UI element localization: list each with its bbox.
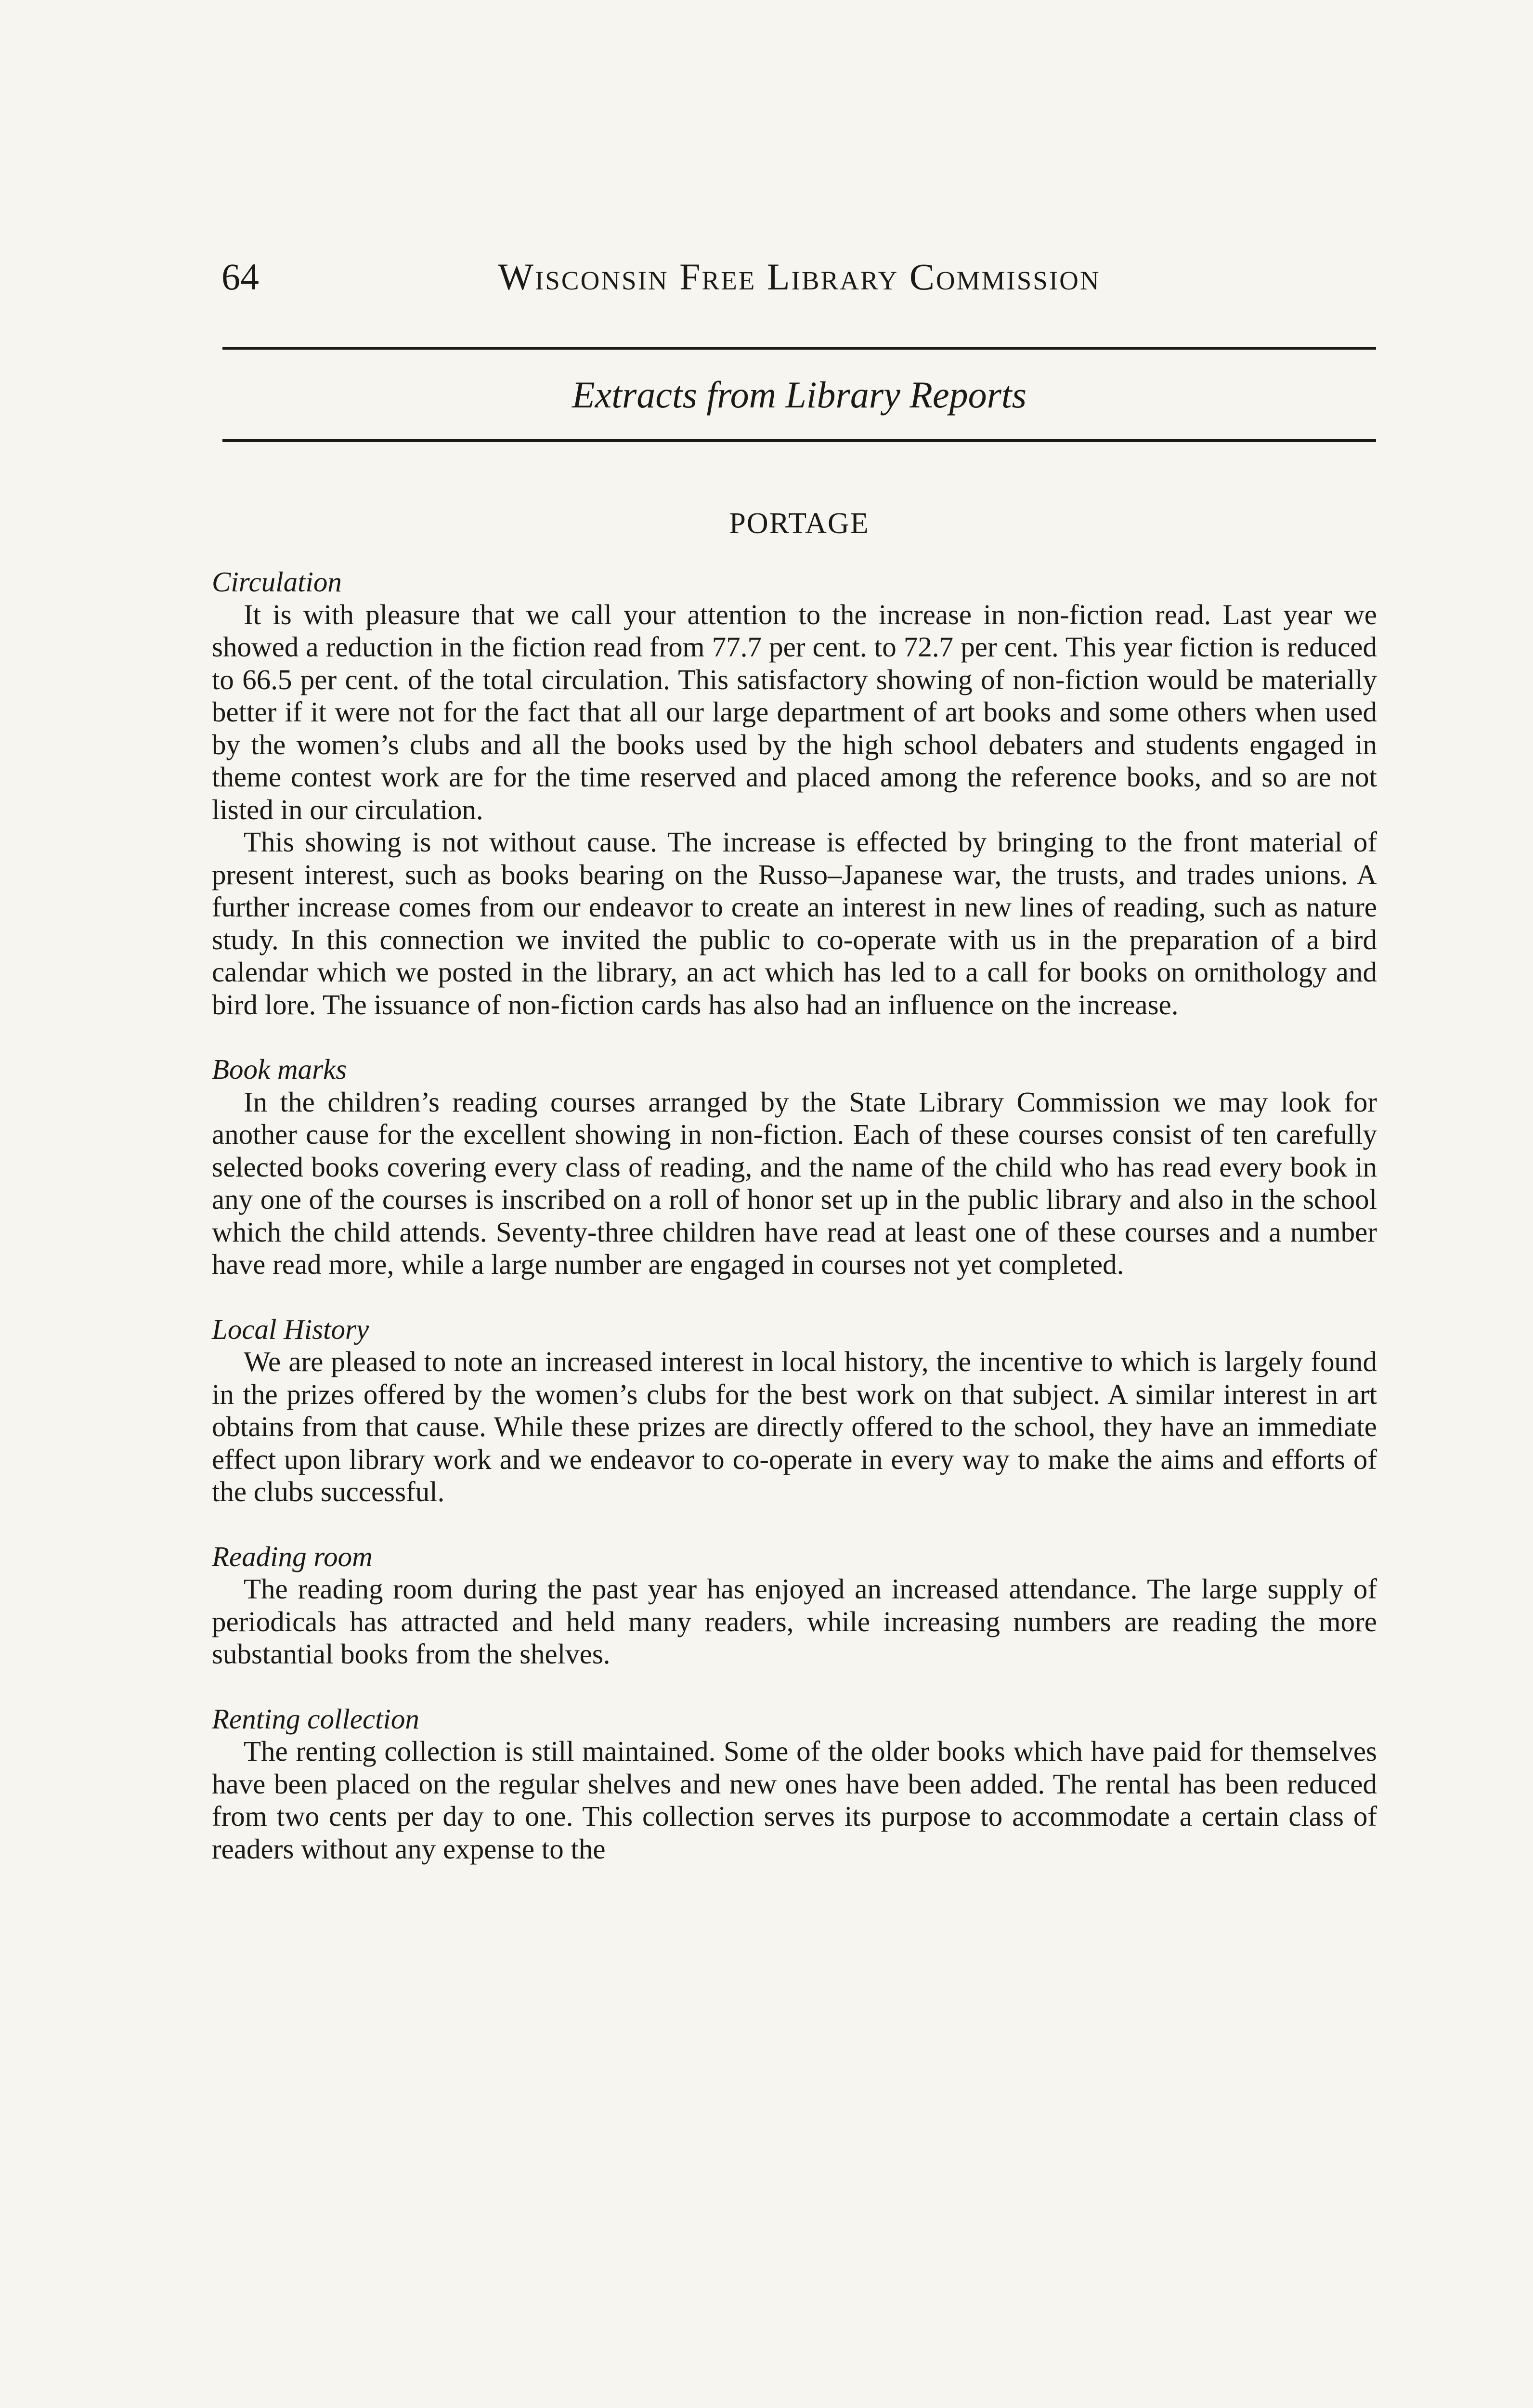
- section-reading-room: [212, 1541, 1377, 1671]
- subheading-reading-room: Reading room: [212, 1540, 373, 1572]
- subheading-circulation: Circulation: [212, 566, 342, 598]
- subheading-local-history: Local History: [212, 1313, 369, 1345]
- paragraph: It is with pleasure that we call your attention to the increase in non-fiction read. Last year we showed a reduction in the fiction read from 77.7 per cent. to 72.7 per cent. This year fiction is reduced to 66.5 per cent. of the total circulation. This satisfactory showing of non-fiction would be materially better if it were not for the fact that all our large department of art books and some others when used by the women’s clubs and all the books used by the high school debaters and students engaged in theme contest work are for the time reserved and placed among the reference books, and so are not listed in our circulation.: [212, 598, 1377, 825]
- subheading-renting-collection: Renting collection: [212, 1702, 419, 1735]
- section-book-marks: [212, 1053, 1377, 1281]
- paragraph: The renting collection is still maintained. Some of the older books which have paid for themselves have been placed on the regular shelves and new ones have been added. The rental has been reduced from two cents per day to one. This collection serves its purpose to accommodate a certain class of readers without any expense to the: [212, 1735, 1377, 1865]
- section-local-history: [212, 1313, 1377, 1508]
- paragraph: The reading room during the past year has enjoyed an increased attendance. The large supply of periodicals has attracted and held many readers, while increasing numbers are reading the more substantial books from the shelves.: [212, 1573, 1377, 1670]
- section-renting-collection: [212, 1703, 1377, 1866]
- section-title: Extracts from Library Reports: [572, 374, 1026, 416]
- running-title: Wisconsin Free Library Commission: [498, 256, 1101, 298]
- article-heading: PORTAGE: [729, 507, 870, 540]
- section-circulation: [212, 566, 1377, 1021]
- bottom-rule: [222, 439, 1376, 442]
- subheading-book-marks: Book marks: [212, 1053, 347, 1085]
- paragraph: We are pleased to note an increased interest in local history, the incentive to which is largely found in the prizes offered by the women’s clubs for the best work on that subject. A similar interest in art obtains from that cause. While these prizes are directly offered to the school, they have an immediate effect upon library work and we endeavor to co-operate in every way to make the aims and efforts of the clubs successful.: [212, 1346, 1377, 1507]
- article-body: [212, 566, 1377, 1865]
- running-header: [221, 250, 1377, 303]
- page-number: 64: [221, 256, 259, 298]
- paragraph: In the children’s reading courses arranged by the State Library Commission we may look for another cause for the excellent showing in non-fiction. Each of these courses consist of ten carefully selected books covering every class of reading, and the name of the child who has read every book in any one of the courses is inscribed on a roll of honor set up in the public library and also in the school which the child attends. Seventy-three children have read at least one of these courses and a number have read more, while a large number are engaged in courses not yet completed.: [212, 1086, 1377, 1280]
- paragraph: This showing is not without cause. The increase is effected by bringing to the front material of present interest, such as books bearing on the Russo–Japanese war, the trusts, and trades unions. A further increase comes from our endeavor to create an interest in new lines of reading, such as nature study. In this connection we invited the public to co-operate with us in the preparation of a bird calendar which we posted in the library, an act which has led to a call for books on ornithology and bird lore. The issuance of non-fiction cards has also had an influence on the increase.: [212, 826, 1377, 1021]
- top-rule: [222, 347, 1376, 350]
